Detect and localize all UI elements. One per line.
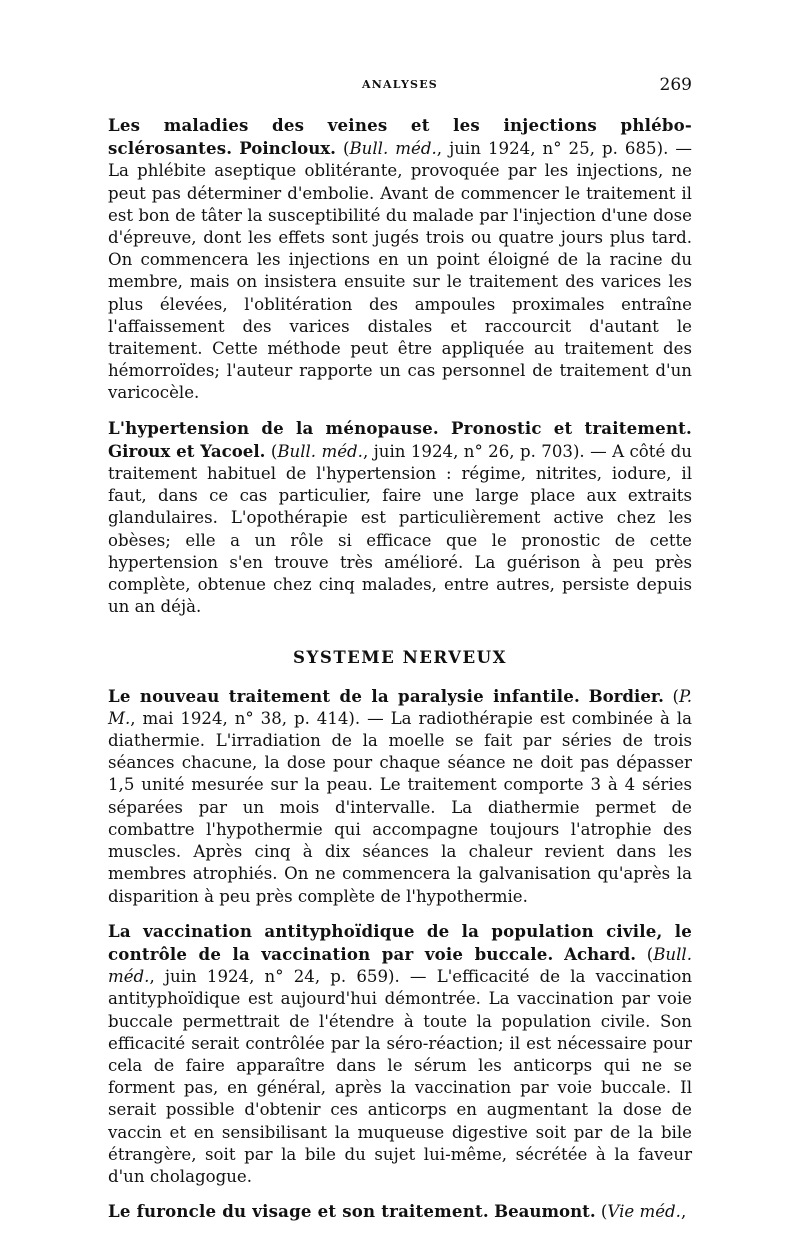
- entry-reference: (Bull. méd., juin 1924, n° 26, p. 703).: [270, 441, 585, 461]
- entry-body: — La radiothérapie est combinée à la diathermie. L'irradiation de la moelle se fait par séries de trois séances chacune, la dose pour chaque séance ne doit pas dépasser 1,5 unité mesurée sur la peau. Le traitement comporte 3 à 4 séries séparées par un mois d'intervalle. La diathermie permet de combattre l'hypothermie qui accompagne toujours l'atrophie des muscles. Après cinq à dix séances la chaleur revient dans les membres atrophiés. On ne commencera la galvanisation qu'après la disparition à peu près complète de l'hypothermie.: [108, 708, 692, 906]
- abstract-entry: [108, 685, 692, 908]
- entry-title: Le furoncle du visage et son traitement.: [108, 1201, 489, 1222]
- journal-name: Vie méd.: [607, 1202, 681, 1222]
- entry-body: — L'efficacité de la vaccination antityphoïdique est aujourd'hui démontrée. La vaccination par voie buccale permettrait de l'étendre à toute la population civile. Son efficacité serait contrôlée par la séro-réaction; il est nécessaire pour cela de faire apparaître dans le sérum les anticorps qui ne se forment pas, en général, après la vaccination par voie buccale. Il serait possible d'obtenir ces anticorps en augmentant la dose de vaccin et en sensibilisant la muqueuse digestive soit par de la bile étrangère, soit par la bile du sujet lui-même, sécrétée à la faveur d'un cholagogue.: [108, 967, 693, 1186]
- entry-author: Giroux et Yacoel.: [108, 440, 266, 461]
- running-title: ANALYSES: [362, 78, 438, 91]
- page-number: 269: [659, 75, 692, 95]
- entry-body: — A côté du traitement habituel de l'hypertension : régime, nitrites, iodure, il faut, dans ce cas particulier, faire une large place aux extraits glandulaires. L'opothérapie est particulièrement active chez les obèses; elle a un rôle si efficace que le pronostic de cette hypertension s'en trouve très amélioré. La guérison à peu près complète, obtenue chez cinq malades, entre autres, persiste depuis un an déjà.: [108, 441, 692, 617]
- entry-reference: (Vie méd.,: [600, 1202, 687, 1222]
- entry-title: Le nouveau traitement de la paralysie infantile.: [108, 685, 581, 706]
- abstract-entry: [108, 114, 692, 405]
- abstract-entry: [108, 417, 692, 619]
- entry-author: Beaumont.: [494, 1201, 596, 1222]
- entry-reference: (Bull. méd., juin 1924, n° 25, p. 685).: [343, 139, 669, 159]
- entry-reference: (P. M., mai 1924, n° 38, p. 414).: [108, 686, 693, 728]
- entry-title: Les maladies des veines et les injections phlébo-sclérosantes.: [108, 115, 692, 159]
- entry-title: La vaccination antityphoïdique de la population civile, le contrôle de la vaccination par voie buccale.: [108, 920, 692, 964]
- article-body: [108, 114, 692, 1235]
- entry-title: L'hypertension de la ménopause. Pronostic et traitement.: [108, 417, 692, 438]
- entry-reference: (Bull. méd., juin 1924, n° 24, p. 659).: [108, 944, 692, 987]
- entry-author: Achard.: [564, 943, 637, 964]
- abstract-entry: [108, 920, 692, 1188]
- journal-name: Bull. méd.: [277, 441, 363, 461]
- journal-name: P. M.: [108, 686, 693, 728]
- entry-body: — La phlébite aseptique oblitérante, provoquée par les injections, ne peut pas déterminer d'embolie. Avant de commencer le traitement il est bon de tâter la susceptibilité du malade par l'injection d'une dose d'épreuve, dont les effets sont jugés trois ou quatre jours plus tard. On commencera les injections en un point éloigné de la racine du membre, mais on insistera ensuite sur le traitement des varices les plus élevées, l'oblitération des ampoules proximales entraîne l'affaissement des varices distales et raccourcit d'autant le traitement. Cette méthode peut être appliquée au traitement des hémorroïdes; l'auteur rapporte un cas personnel de traitement d'un varicocèle.: [108, 139, 692, 403]
- journal-name: Bull. méd.: [349, 139, 437, 159]
- journal-name: Bull. méd.: [108, 944, 692, 987]
- abstract-entry: [108, 1200, 692, 1223]
- section-heading: SYSTEME NERVEUX: [293, 647, 507, 668]
- running-head: [108, 75, 692, 100]
- entry-author: Poincloux.: [239, 138, 336, 159]
- entry-author: Bordier.: [588, 685, 664, 706]
